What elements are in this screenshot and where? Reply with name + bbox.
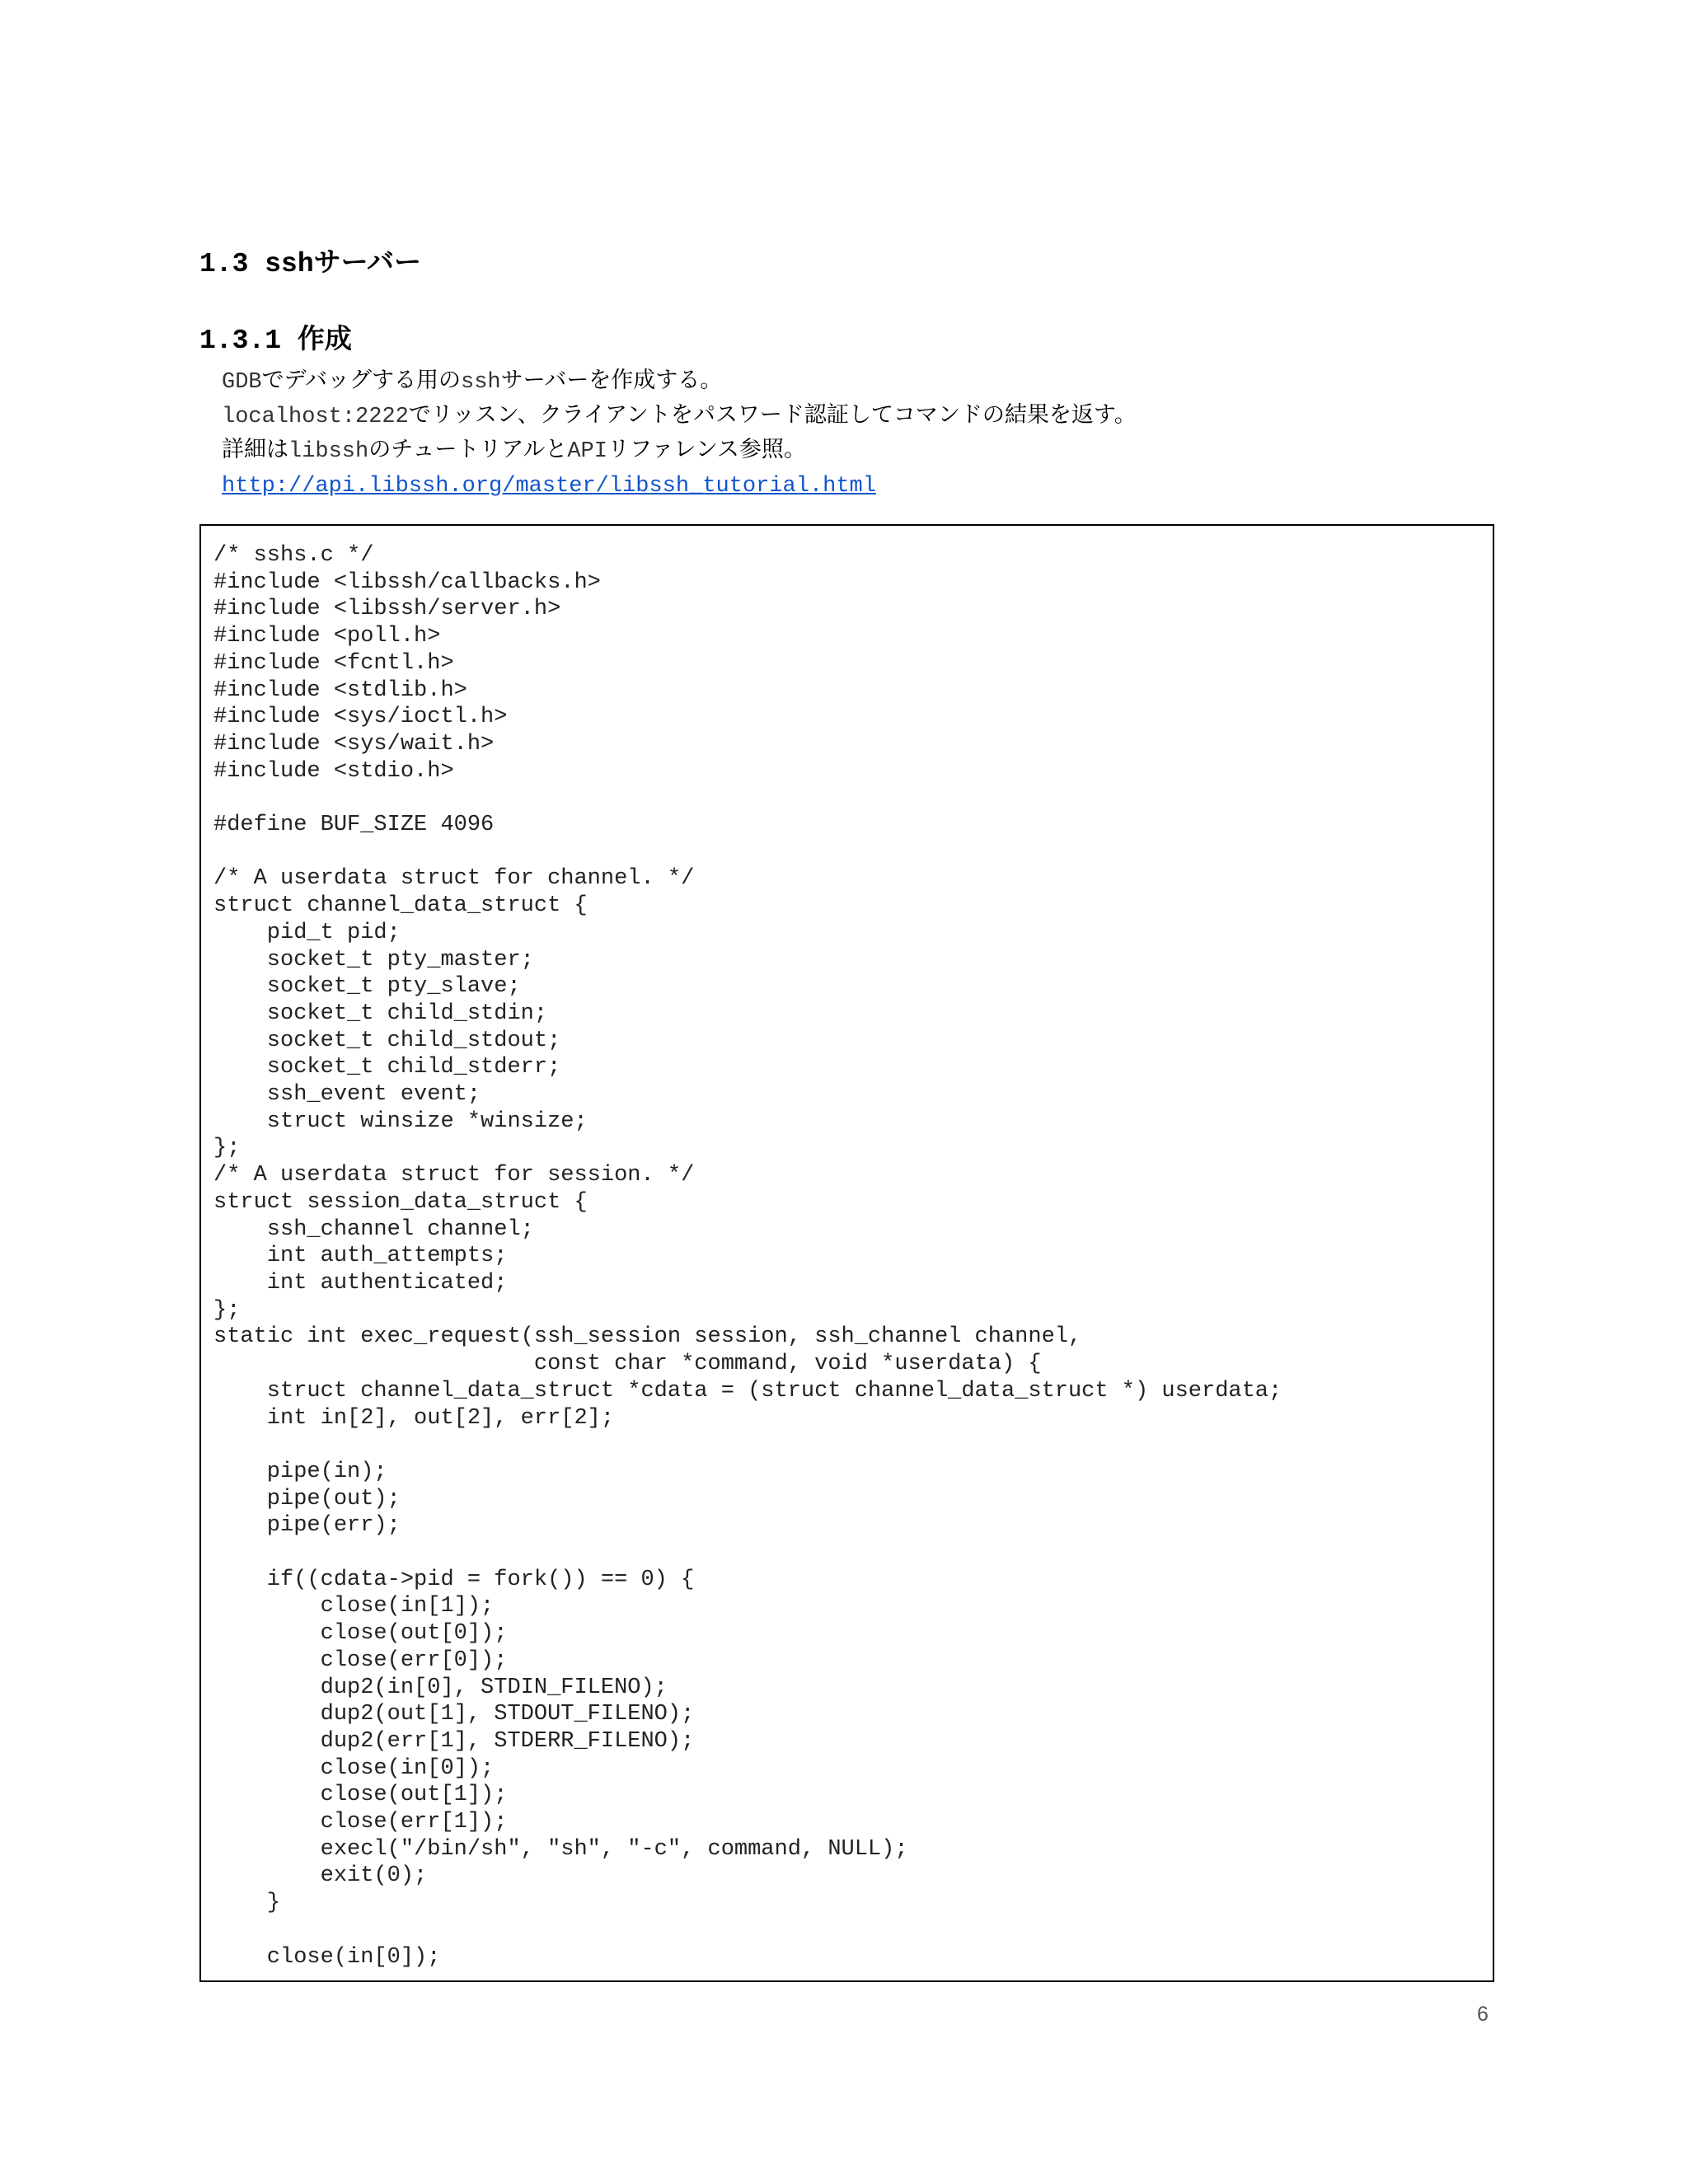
code-line: struct session_data_struct { bbox=[213, 1189, 588, 1215]
section-heading: 1.3 sshサーバー bbox=[199, 249, 421, 279]
code-line bbox=[213, 1917, 1282, 1944]
code-line: int in[2], out[2], err[2]; bbox=[213, 1405, 615, 1431]
code-line: dup2(out[1], STDOUT_FILENO); bbox=[213, 1702, 695, 1727]
code-line: }; bbox=[213, 1297, 241, 1323]
code-line: static int exec_request(ssh_session session, ssh_channel channel, bbox=[213, 1324, 1082, 1350]
code-line: close(err[1]); bbox=[213, 1810, 508, 1835]
code-line: }; bbox=[213, 1136, 241, 1161]
code-line: int authenticated; bbox=[213, 1270, 508, 1296]
tutorial-link[interactable]: http://api.libssh.org/master/libssh_tutorial.html bbox=[222, 474, 876, 499]
code-line: pipe(in); bbox=[213, 1459, 387, 1484]
text-segment: のチュートリアルと bbox=[368, 437, 568, 462]
text-segment: ssh bbox=[461, 370, 501, 395]
code-line bbox=[213, 785, 1282, 812]
code-line: socket_t child_stdin; bbox=[213, 1001, 548, 1026]
text-segment: localhost:2222 bbox=[222, 405, 409, 429]
code-line: ssh_event event; bbox=[213, 1082, 481, 1108]
code-line: execl("/bin/sh", "sh", "-c", command, NULL); bbox=[213, 1836, 908, 1862]
code-line bbox=[213, 1540, 1282, 1567]
code-line: close(in[0]); bbox=[213, 1755, 495, 1781]
code-line: #include <libssh/callbacks.h> bbox=[213, 569, 601, 595]
description bbox=[222, 364, 1137, 503]
code-line: close(out[1]); bbox=[213, 1783, 508, 1808]
code-block bbox=[199, 524, 1494, 1982]
text-segment: 詳細は bbox=[222, 437, 288, 462]
code-line: close(in[0]); bbox=[213, 1944, 441, 1970]
code-line: #include <sys/ioctl.h> bbox=[213, 705, 508, 730]
code-line: const char *command, void *userdata) { bbox=[213, 1352, 1042, 1377]
code-line: socket_t pty_master; bbox=[213, 947, 534, 972]
code-line: /* A userdata struct for channel. */ bbox=[213, 866, 695, 892]
text-segment: サーバーを作成する。 bbox=[500, 368, 723, 393]
code-line: pipe(err); bbox=[213, 1513, 401, 1539]
code-line: exit(0); bbox=[213, 1863, 428, 1889]
subsection-heading: 1.3.1 作成 bbox=[199, 326, 352, 356]
code-line: } bbox=[213, 1891, 281, 1916]
code-line: pipe(out); bbox=[213, 1486, 401, 1511]
code-line: #include <poll.h> bbox=[213, 624, 441, 649]
description-line-3 bbox=[222, 434, 1137, 468]
code-line: close(in[1]); bbox=[213, 1594, 495, 1619]
code-line: dup2(in[0], STDIN_FILENO); bbox=[213, 1675, 668, 1700]
code-line: #define BUF_SIZE 4096 bbox=[213, 813, 495, 838]
text-segment: リファレンス参照。 bbox=[607, 437, 806, 462]
code-line: struct channel_data_struct *cdata = (struct channel_data_struct *) userdata; bbox=[213, 1378, 1282, 1404]
code-line: struct winsize *winsize; bbox=[213, 1108, 588, 1134]
code-line: dup2(err[1], STDERR_FILENO); bbox=[213, 1728, 695, 1754]
code-line: ssh_channel channel; bbox=[213, 1216, 534, 1242]
code-line: #include <stdlib.h> bbox=[213, 677, 467, 703]
text-segment: API bbox=[567, 439, 607, 464]
description-line-1 bbox=[222, 364, 1137, 399]
code-line: #include <fcntl.h> bbox=[213, 650, 454, 676]
code-line: socket_t pty_slave; bbox=[213, 974, 521, 1000]
code-line: #include <libssh/server.h> bbox=[213, 597, 561, 622]
code-line: if((cdata->pid = fork()) == 0) { bbox=[213, 1567, 695, 1592]
text-segment: でリッスン、クライアントをパスワード認証してコマンドの結果を返す。 bbox=[408, 402, 1137, 428]
code-line: #include <stdio.h> bbox=[213, 758, 454, 784]
code-line: pid_t pid; bbox=[213, 920, 401, 945]
page-number: 6 bbox=[1477, 2003, 1489, 2026]
code-line bbox=[213, 1432, 1282, 1459]
code-line: socket_t child_stdout; bbox=[213, 1028, 561, 1053]
code-line: socket_t child_stderr; bbox=[213, 1055, 561, 1080]
code-line: int auth_attempts; bbox=[213, 1244, 508, 1269]
code-line: /* sshs.c */ bbox=[213, 543, 374, 568]
code-line: close(out[0]); bbox=[213, 1621, 508, 1647]
description-line-2 bbox=[222, 399, 1137, 434]
text-segment: でデバッグする用の bbox=[261, 368, 461, 393]
code-line: /* A userdata struct for session. */ bbox=[213, 1163, 695, 1188]
text-segment: libssh bbox=[288, 439, 369, 464]
code-line: #include <sys/wait.h> bbox=[213, 731, 495, 757]
code-line bbox=[213, 839, 1282, 866]
text-segment: GDB bbox=[222, 370, 262, 395]
code-line: struct channel_data_struct { bbox=[213, 893, 588, 919]
code-line: close(err[0]); bbox=[213, 1647, 508, 1673]
code-listing bbox=[213, 542, 1282, 1971]
